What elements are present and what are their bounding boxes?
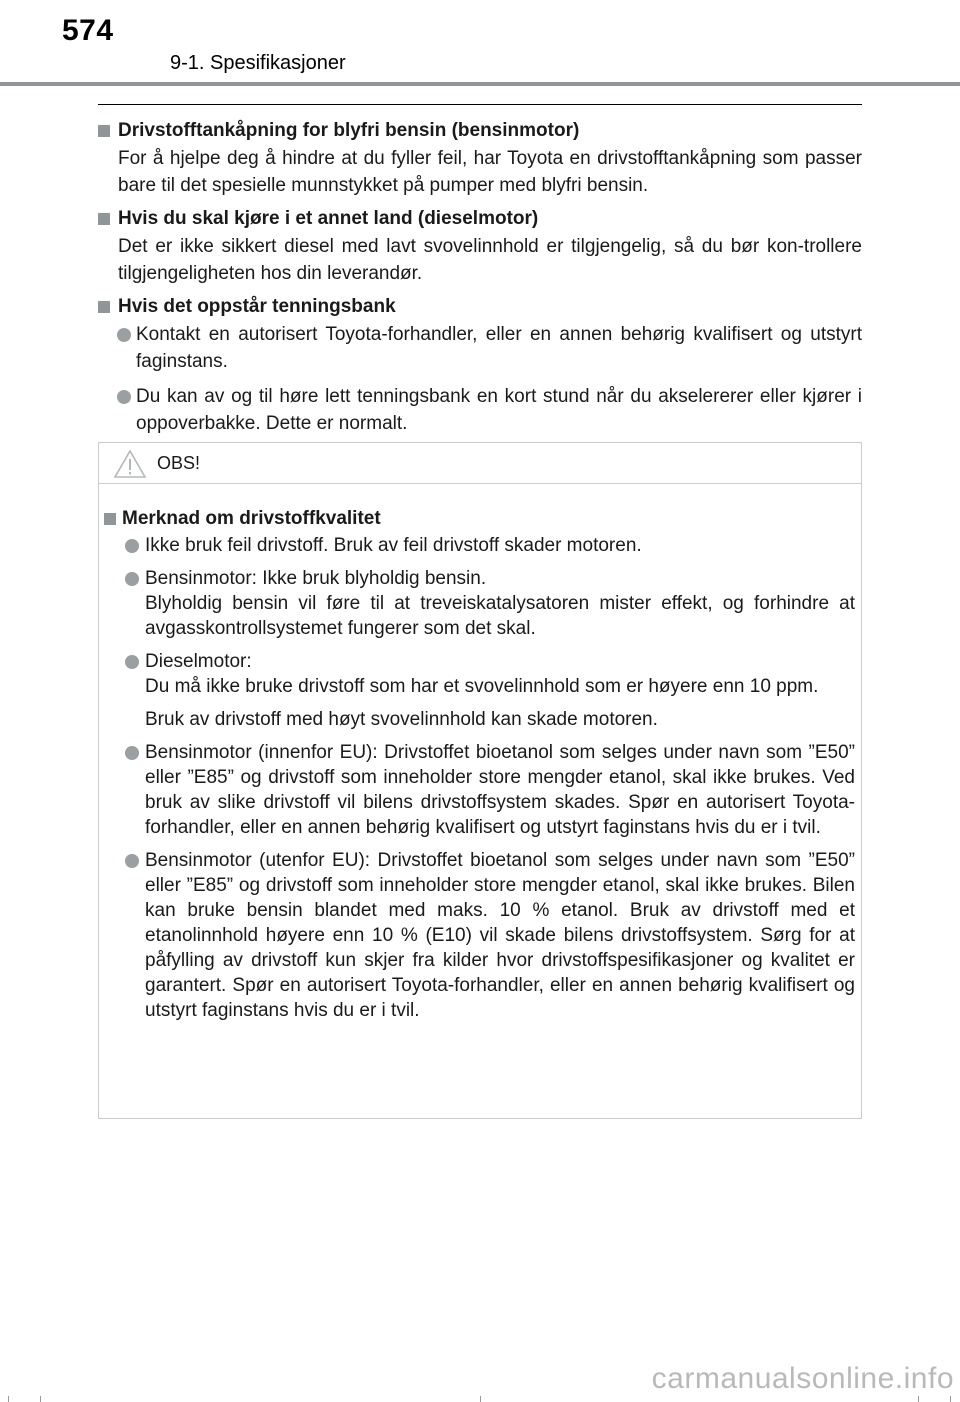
circle-bullet-icon xyxy=(125,655,139,669)
circle-bullet-icon xyxy=(125,854,139,868)
warning-triangle-icon xyxy=(113,449,147,479)
square-bullet-icon xyxy=(98,213,110,225)
warning-box xyxy=(98,442,862,1119)
list-item: Dieselmotor: Du må ikke bruke drivstoff som har et svovelinnhold som er høyere enn 10 ppm. xyxy=(99,649,855,699)
warning-label: OBS! xyxy=(157,453,201,473)
crop-mark xyxy=(950,1396,951,1402)
list-item: Bensinmotor (utenfor EU): Drivstoffet bioetanol som selges under navn som ”E50” eller ”E85” og drivstoff som inneholder store mengder etanol, skal ikke brukes. Bilen kan bruke bensin blandet med maks. 10 % etanol. Bruk av drivstoff med et etanolinnhold høyere enn 10 % (E10) vil skade bilens drivstoffsystem. Sørg for at påfylling av drivstoff kun skjer fra kilder hvor drivstoffspesifikasjoner og kvalitet er garantert. Spør en autorisert Toyota-forhandler, eller en annen behørig kvalifisert og utstyrt faginstans hvis du er i tvil. xyxy=(99,848,855,1023)
warning-header xyxy=(99,443,861,484)
main-content xyxy=(98,113,862,445)
circle-bullet-icon xyxy=(125,539,139,553)
section-text: Det er ikke sikkert diesel med lavt svovelinnhold er tilgjengelig, så du bør kon-trollere tilgjengeligheten hos din leverandør. xyxy=(118,236,862,284)
list-item: Bensinmotor: Ikke bruk blyholdig bensin. Blyholdig bensin vil føre til at treveiskatalysatoren mister effekt, og forhindre at avgasskontrollsystemet fungerer som det skal. xyxy=(99,566,855,641)
circle-bullet-icon xyxy=(125,572,139,586)
content-top-rule xyxy=(98,104,862,105)
section-title: 9-1. Spesifikasjoner xyxy=(170,52,346,74)
header-rule xyxy=(0,82,960,86)
warning-heading: Merknad om drivstoffkvalitet xyxy=(101,505,855,533)
page-header xyxy=(0,0,960,90)
watermark: carmanualsonline.info xyxy=(651,1362,954,1395)
section-heading: Hvis du skal kjøre i et annet land (dieselmotor) xyxy=(98,205,862,233)
section-heading: Hvis det oppstår tenningsbank xyxy=(98,293,862,321)
warning-body xyxy=(99,501,855,1031)
list-item: Du kan av og til høre lett tenningsbank en kort stund når du akselererer eller kjører i oppoverbakke. Dette er normalt. xyxy=(98,383,862,437)
square-bullet-icon xyxy=(98,301,110,313)
circle-bullet-icon xyxy=(125,746,139,760)
crop-mark xyxy=(8,1396,9,1402)
crop-mark xyxy=(918,1396,919,1402)
page-number: 574 xyxy=(62,14,114,47)
list-item: Ikke bruk feil drivstoff. Bruk av feil drivstoff skader motoren. xyxy=(99,533,855,558)
list-item-paragraph: Bruk av drivstoff med høyt svovelinnhold kan skade motoren. xyxy=(145,709,658,730)
list-item: Bensinmotor (innenfor EU): Drivstoffet bioetanol som selges under navn som ”E50” eller ”E85” og drivstoff som inneholder store mengder etanol, skal ikke brukes. Ved bruk av slike drivstoff vil bilens drivstoffsystem skades. Spør en autorisert Toyota-forhandler, eller en annen behørig kvalifisert og utstyrt faginstans hvis du er i tvil. xyxy=(99,740,855,840)
crop-mark xyxy=(40,1396,41,1402)
square-bullet-icon xyxy=(98,125,110,137)
square-bullet-icon xyxy=(104,513,116,525)
section-heading: Drivstofftankåpning for blyfri bensin (bensinmotor) xyxy=(98,117,862,145)
list-item: Kontakt en autorisert Toyota-forhandler, eller en annen behørig kvalifisert og utstyrt faginstans. xyxy=(98,321,862,375)
section-text: For å hjelpe deg å hindre at du fyller feil, har Toyota en drivstofftankåpning som passer bare til det spesielle munnstykket på pumper med blyfri bensin. xyxy=(118,148,862,196)
crop-mark xyxy=(480,1396,481,1402)
circle-bullet-icon xyxy=(117,328,131,342)
circle-bullet-icon xyxy=(117,390,131,404)
